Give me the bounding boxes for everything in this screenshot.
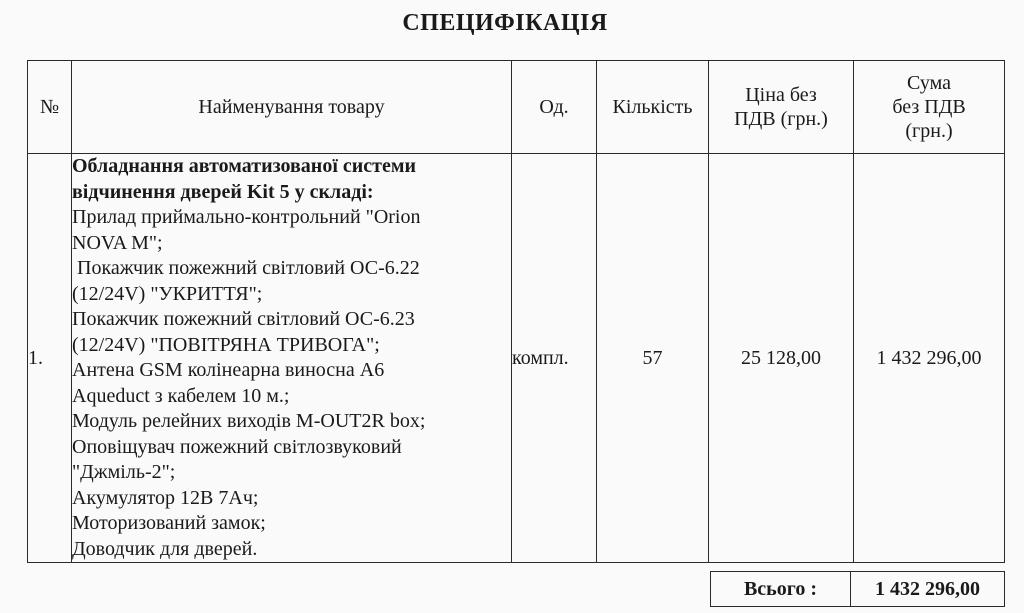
name-line: Модуль релейних виходів M-OUT2R box; bbox=[72, 410, 426, 432]
name-line: Покажчик пожежний світловий ОС-6.23 bbox=[72, 308, 415, 330]
header-price-line: ПДВ (грн.) bbox=[734, 108, 828, 130]
total-value: 1 432 296,00 bbox=[851, 572, 1005, 607]
header-price bbox=[709, 61, 854, 154]
name-line: NOVA M"; bbox=[72, 231, 163, 254]
name-title-line: Обладнання автоматизованої системи bbox=[72, 155, 417, 177]
header-sum-line: Сума bbox=[907, 72, 951, 94]
row-sum: 1 432 296,00 bbox=[854, 154, 1005, 563]
total-label: Всього : bbox=[711, 572, 851, 607]
name-line: Aqueduct з кабелем 10 м.; bbox=[72, 384, 290, 407]
name-line: (12/24V) "УКРИТТЯ"; bbox=[72, 282, 263, 305]
header-num: № bbox=[28, 61, 72, 154]
name-line: "Джміль-2"; bbox=[72, 461, 176, 483]
name-title-line: відчинення дверей Kit 5 у складі: bbox=[72, 180, 374, 203]
row-price: 25 128,00 bbox=[709, 154, 854, 563]
table-row bbox=[28, 154, 1005, 563]
name-line: Оповіщувач пожежний світлозвуковий bbox=[72, 435, 402, 458]
header-sum bbox=[854, 61, 1005, 154]
total-row bbox=[711, 572, 1005, 607]
header-row bbox=[28, 61, 1005, 154]
header-unit: Од. bbox=[512, 61, 597, 154]
document-title: СПЕЦИФІКАЦІЯ bbox=[402, 10, 608, 36]
name-line: Прилад приймально-контрольний "Orion bbox=[72, 206, 421, 228]
specification-table bbox=[27, 60, 1005, 563]
name-line: (12/24V) "ПОВІТРЯНА ТРИВОГА"; bbox=[72, 333, 380, 356]
name-line: Доводчик для дверей. bbox=[72, 537, 258, 560]
name-line: Покажчик пожежний світловий ОС-6.22 bbox=[72, 257, 420, 279]
header-sum-line: (грн.) bbox=[905, 120, 953, 142]
header-name: Найменування товару bbox=[72, 61, 512, 154]
row-num: 1. bbox=[28, 154, 72, 563]
header-sum-line: без ПДВ bbox=[892, 96, 966, 118]
header-qty: Кількість bbox=[597, 61, 709, 154]
name-line: Моторизований замок; bbox=[72, 512, 266, 534]
name-line: Антена GSM колінеарна виносна А6 bbox=[72, 359, 385, 381]
total-table bbox=[710, 571, 1005, 607]
name-line: Акумулятор 12В 7Ач; bbox=[72, 486, 259, 509]
row-qty: 57 bbox=[597, 154, 709, 563]
row-unit: компл. bbox=[512, 154, 597, 563]
row-name bbox=[72, 154, 512, 563]
header-price-line: Ціна без bbox=[745, 84, 817, 106]
